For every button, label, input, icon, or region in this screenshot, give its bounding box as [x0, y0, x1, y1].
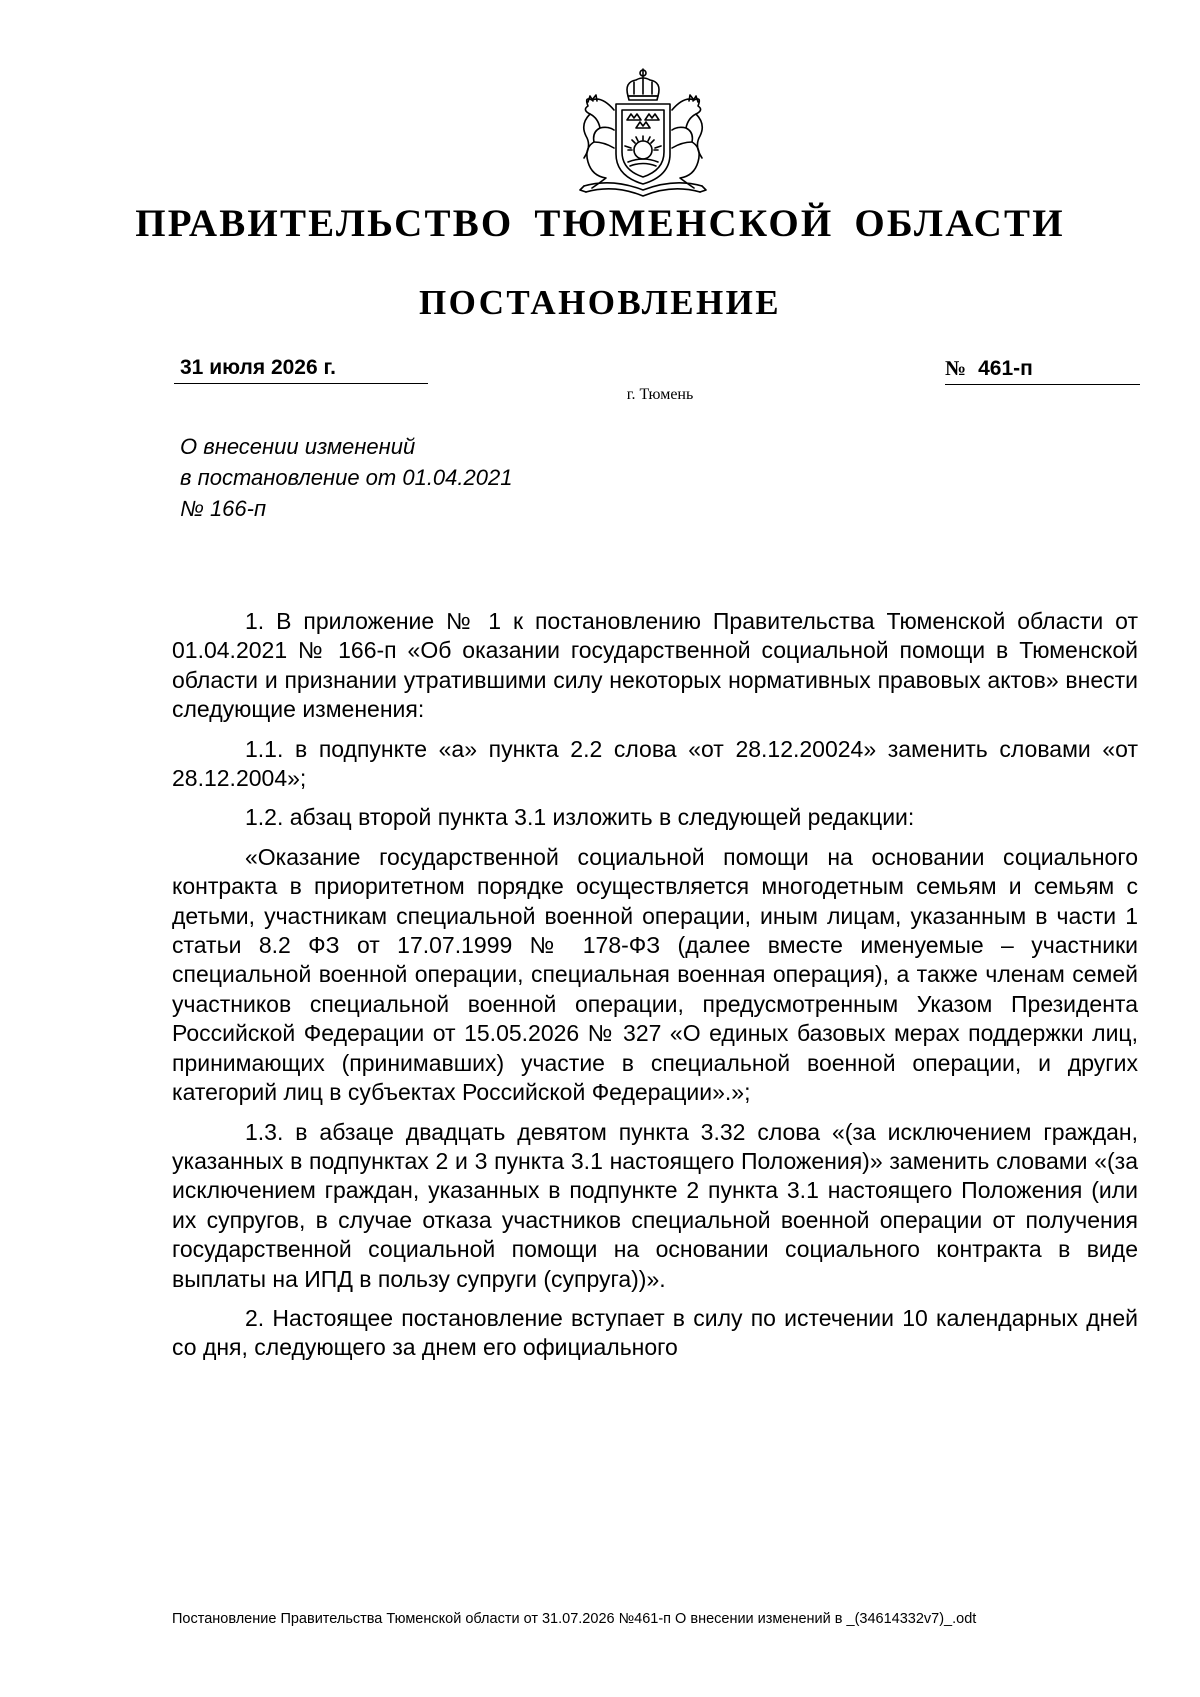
government-title: ПРАВИТЕЛЬСТВО ТЮМЕНСКОЙ ОБЛАСТИ [135, 202, 1065, 245]
document-subject [180, 431, 640, 524]
body-paragraph: 1.1. в подпункте «а» пункта 2.2 слова «от 28.12.20024» заменить словами «от 28.12.2004»; [172, 735, 1138, 792]
document-city: г. Тюмень [626, 386, 694, 403]
subject-line: О внесении изменений [180, 434, 416, 459]
number-sign: № [945, 356, 967, 380]
page-footer: Постановление Правительства Тюменской области от 31.07.2026 №461-п О внесении изменений в _(34614332v7)_.odt [172, 1611, 977, 1627]
body-paragraph: 1.3. в абзаце двадцать девятом пункта 3.32 слова «(за исключением граждан, указанных в подпунктах 2 и 3 пункта 3.1 настоящего Положения)» заменить словами «(за исключением граждан, указанных в подпункте 2 пункта 3.1 настоящего Положения (или их супругов, в случае отказа участников специальной военной операции от получения государственной социальной помощи на основании социального контракта в виде выплаты на ИПД в пользу супруги (супруга))». [172, 1118, 1138, 1292]
subject-line: в постановление от 01.04.2021 [180, 465, 513, 490]
body-paragraph: 2. Настоящее постановление вступает в силу по истечении 10 календарных дней со дня, следующего за днем его официального [172, 1304, 1138, 1361]
document-body [172, 607, 1138, 1373]
body-paragraph: 1.2. абзац второй пункта 3.1 изложить в следующей редакции: [245, 804, 915, 831]
subject-line: № 166-п [180, 496, 267, 521]
document-number-field [945, 356, 1140, 385]
document-type-title: ПОСТАНОВЛЕНИЕ [419, 283, 781, 322]
document-date: 31 июля 2026 г. [180, 356, 336, 379]
body-paragraph: 1. В приложение № 1 к постановлению Правительства Тюменской области от 01.04.2021 № 166-п «Об оказании государственной социальной помощи в Тюменской области и признании утратившими силу некоторых нормативных правовых актов» внести следующие изменения: [172, 608, 1138, 723]
document-number: 461-п [978, 357, 1033, 380]
coat-of-arms-emblem [562, 66, 724, 202]
body-paragraph: «Оказание государственной социальной помощи на основании социального контракта в приоритетном порядке осуществляется многодетным семьям и семьям с детьми, участникам специальной военной операции, иным лицам, указанным в части 1 статьи 8.2 ФЗ от 17.07.1999 № 178-ФЗ (далее вместе именуемые – участники специальной военной операции, специальная военная операция), а также членам семей участников специальной военной операции, предусмотренным Указом Президента Российской Федерации от 15.05.2026 № 327 «О единых базовых мерах поддержки лиц, принимающих (принимавших) участие в специальной военной операции, и других категорий лиц в субъектах Российской Федерации».»; [172, 843, 1138, 1106]
document-date-field [174, 356, 428, 384]
